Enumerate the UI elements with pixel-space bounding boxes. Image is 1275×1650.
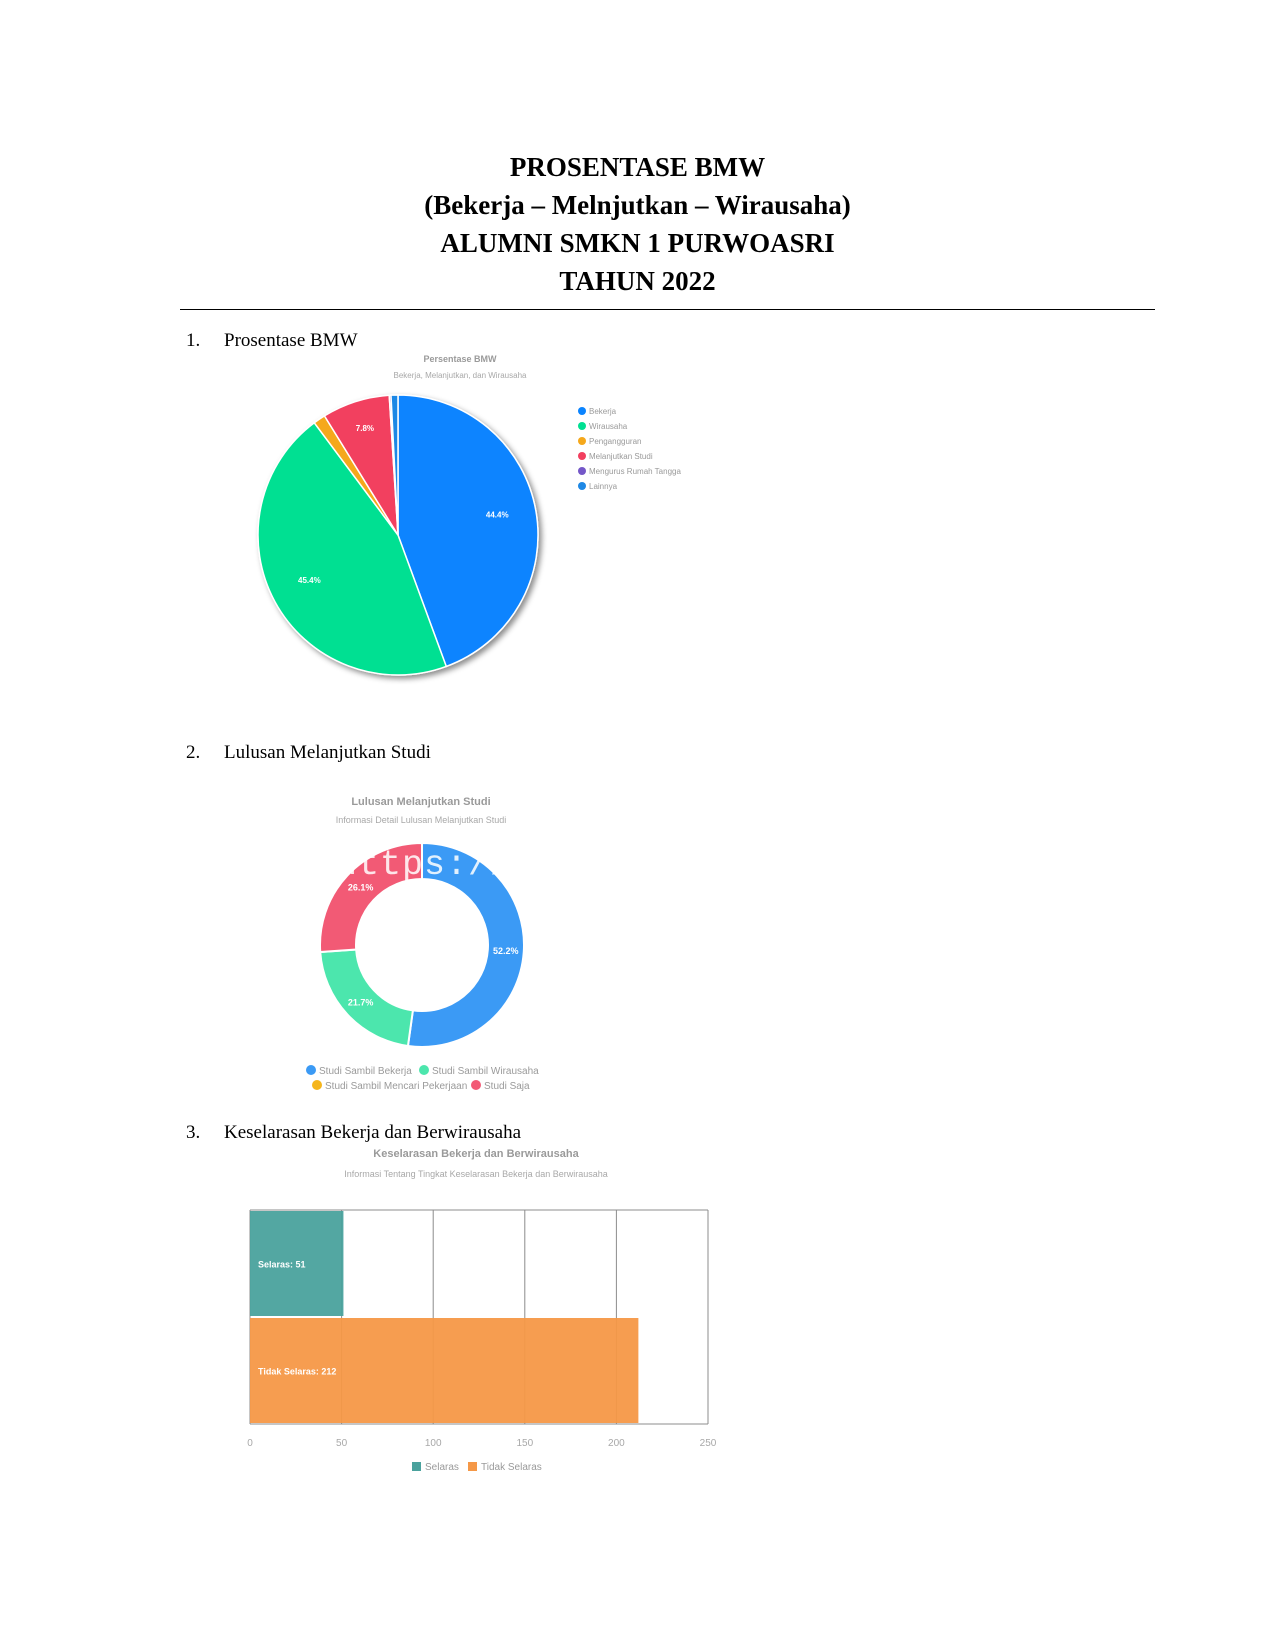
legend-label: Lainnya (589, 482, 618, 491)
donut-data-label: 26.1% (347, 882, 374, 893)
legend-marker (578, 407, 586, 415)
bar-chart-subtitle: Informasi Tentang Tingkat Keselarasan Bekerja dan Berwirausaha (344, 1169, 608, 1179)
legend-marker (578, 467, 586, 475)
bar-data-label: Selaras: 51 (258, 1259, 306, 1270)
watermark-text: https://si (336, 845, 557, 885)
x-tick-label: 50 (336, 1438, 348, 1449)
x-tick-label: 0 (247, 1438, 253, 1449)
legend-marker (306, 1065, 316, 1075)
legend-label: Studi Sambil Wirausaha (432, 1066, 539, 1077)
legend-item-selaras[interactable] (412, 1462, 459, 1473)
legend-marker (578, 452, 586, 460)
legend-label: Studi Sambil Bekerja (319, 1066, 412, 1077)
legend-item-studi-sambil-mencari-pekerjaan[interactable] (312, 1080, 467, 1092)
legend-label: Pengangguran (589, 437, 642, 446)
legend-marker (312, 1080, 322, 1090)
x-tick-label: 150 (516, 1438, 534, 1449)
legend-marker (412, 1462, 421, 1471)
x-tick-label: 200 (608, 1438, 625, 1449)
legend-label: Bekerja (589, 407, 617, 416)
legend-marker (578, 422, 586, 430)
donut-chart-title: Lulusan Melanjutkan Studi (351, 796, 491, 808)
legend-item-studi-saja[interactable] (471, 1080, 530, 1092)
section-number: 2. (186, 742, 201, 763)
pie-chart-subtitle: Bekerja, Melanjutkan, dan Wirausaha (393, 371, 527, 380)
legend-marker (471, 1080, 481, 1090)
donut-data-label: 52.2% (493, 945, 519, 956)
bmw-pie-chart (258, 354, 681, 675)
legend-marker (578, 482, 586, 490)
section-title: Prosentase BMW (224, 330, 358, 351)
legend-label: Wirausaha (589, 422, 628, 431)
legend-item-studi-sambil-wirausaha[interactable] (419, 1065, 539, 1077)
x-tick-label: 250 (699, 1438, 717, 1449)
keselarasan-bar-chart (247, 1148, 717, 1473)
studi-donut-chart (306, 796, 557, 1092)
legend-label: Studi Saja (484, 1081, 530, 1092)
title-line-4: TAHUN 2022 (559, 266, 716, 296)
legend-marker (468, 1462, 477, 1471)
donut-data-label: 21.7% (347, 997, 374, 1008)
pie-chart-title: Persentase BMW (423, 354, 497, 364)
legend-item-bekerja[interactable] (578, 407, 617, 416)
legend-item-tidak-selaras[interactable] (468, 1462, 542, 1473)
legend-item-wirausaha[interactable] (578, 422, 628, 431)
section-number: 3. (186, 1122, 201, 1143)
legend-item-mengurus-rumah-tangga[interactable] (578, 467, 681, 476)
title-line-1: PROSENTASE BMW (509, 152, 766, 182)
legend-label: Melanjutkan Studi (589, 452, 653, 461)
legend-item-pengangguran[interactable] (578, 437, 642, 446)
section-title: Lulusan Melanjutkan Studi (224, 742, 431, 763)
legend-label: Selaras (425, 1462, 459, 1473)
legend-label: Tidak Selaras (481, 1462, 542, 1473)
x-tick-label: 100 (424, 1438, 442, 1449)
section-title: Keselarasan Bekerja dan Berwirausaha (224, 1122, 521, 1143)
legend-label: Mengurus Rumah Tangga (589, 467, 681, 476)
legend-item-lainnya[interactable] (578, 482, 618, 491)
title-line-3: ALUMNI SMKN 1 PURWOASRI (440, 228, 835, 258)
section-number: 1. (186, 330, 201, 351)
legend-marker (578, 437, 586, 445)
pie-data-label: 45.4% (298, 576, 321, 586)
legend-marker (419, 1065, 429, 1075)
bar-data-label: Tidak Selaras: 212 (258, 1366, 337, 1377)
pie-data-label: 44.4% (485, 510, 509, 520)
bar-chart-title: Keselarasan Bekerja dan Berwirausaha (373, 1148, 579, 1160)
donut-chart-subtitle: Informasi Detail Lulusan Melanjutkan Studi (335, 815, 507, 825)
legend-item-studi-sambil-bekerja[interactable] (306, 1065, 412, 1077)
title-line-2: (Bekerja – Melnjutkan – Wirausaha) (424, 190, 851, 220)
legend-item-melanjutkan-studi[interactable] (578, 452, 653, 461)
pie-data-label: 7.8% (355, 423, 375, 433)
legend-label: Studi Sambil Mencari Pekerjaan (325, 1081, 468, 1092)
